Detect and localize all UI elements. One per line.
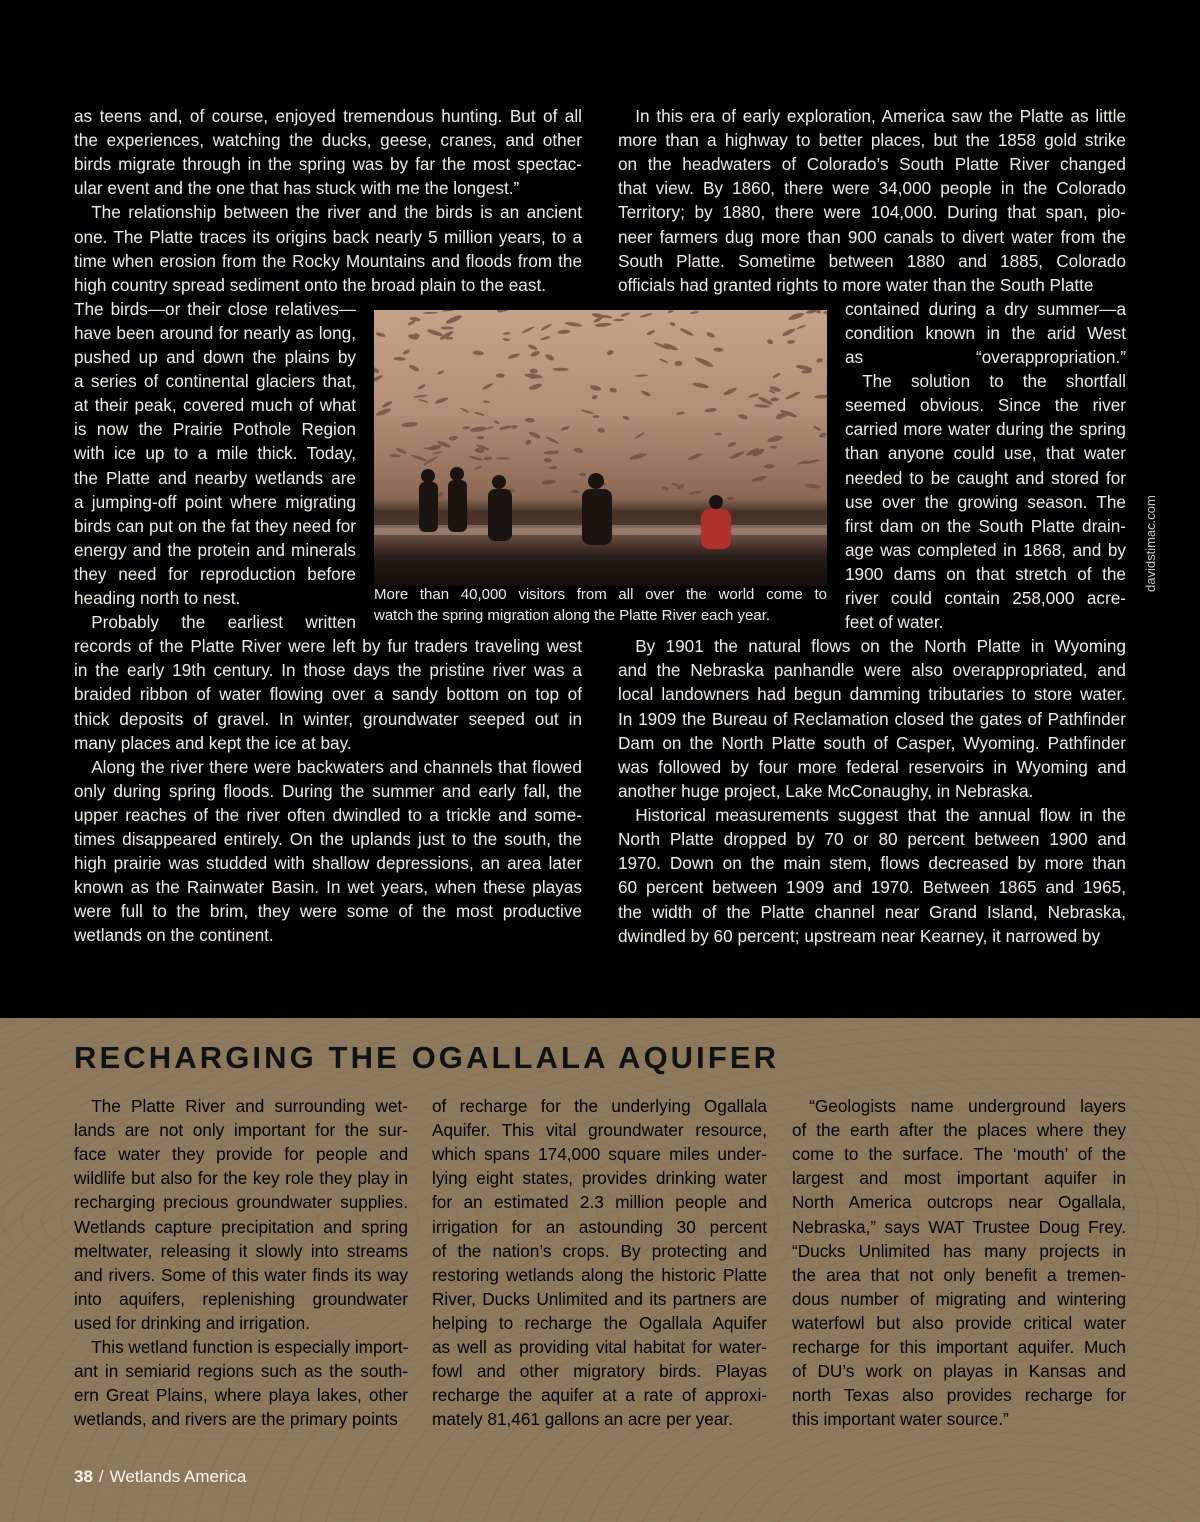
- paragraph-line: The relationship between the river and the birds is an ancient: [74, 202, 582, 223]
- bird-silhouette: [499, 425, 512, 431]
- bird-silhouette: [530, 350, 541, 358]
- bird-silhouette: [448, 435, 458, 441]
- bird-silhouette: [426, 328, 443, 337]
- bird-silhouette: [401, 421, 417, 427]
- bird-silhouette: [525, 418, 535, 423]
- paragraph-line: In this era of early exploration, America saw the Platte as little: [618, 106, 1126, 126]
- paragraph-line: helping to recharge the Ogallala Aquifer: [432, 1312, 767, 1333]
- paragraph-line: north Texas also provides recharge for: [792, 1385, 1126, 1406]
- bird-silhouette: [497, 310, 509, 313]
- paragraph-line: waterfowl but also provide critical water: [792, 1312, 1126, 1333]
- paragraph-line: river could contain 258,000 acre-: [845, 588, 1126, 608]
- bird-silhouette: [553, 368, 569, 372]
- paragraph-line: known as the Rainwater Basin. In wet years, when these playas: [74, 877, 582, 898]
- paragraph-line: heading north to nest.: [74, 588, 241, 608]
- bird-silhouette: [460, 407, 470, 413]
- bird-silhouette: [496, 374, 505, 378]
- bird-silhouette: [785, 390, 801, 400]
- bird-silhouette: [781, 327, 796, 337]
- bird-silhouette: [374, 366, 380, 375]
- bird-silhouette: [557, 329, 570, 334]
- bird-silhouette: [727, 496, 735, 500]
- bird-silhouette: [483, 400, 490, 403]
- paragraph-line: lands are not only important for the sur-: [74, 1120, 408, 1141]
- paragraph-line: ant in semiarid regions such as the south-: [74, 1361, 408, 1382]
- paragraph-line: Aquifer. This vital groundwater resource,: [432, 1120, 767, 1141]
- paragraph-line: seemed obvious. Since the river: [845, 395, 1126, 416]
- paragraph-line: This wetland function is especially import-: [74, 1337, 408, 1357]
- paragraph-line: face water they provide for people and: [74, 1144, 408, 1165]
- bird-silhouette: [544, 353, 555, 362]
- paragraph-line: ular event and the one that has stuck with me the longest.”: [74, 178, 520, 199]
- bird-silhouette: [597, 428, 605, 433]
- paragraph-line: as teens and, of course, enjoyed tremendous hunting. But of all: [74, 106, 582, 126]
- paragraph-line: officials had granted rights to more water than the South Platte: [618, 274, 1094, 295]
- bird-silhouette: [540, 336, 551, 341]
- bird-silhouette: [493, 420, 500, 425]
- paragraph-line: was followed by four more federal reservoirs in Wyoming and: [618, 756, 1126, 777]
- paragraph-line: The Platte River and surrounding wet-: [74, 1096, 408, 1116]
- paragraph-line: restoring wetlands along the historic Platte: [432, 1264, 767, 1285]
- bird-silhouette: [528, 382, 543, 390]
- bird-silhouette: [738, 413, 748, 420]
- caption-line: More than 40,000 visitors from all over the world come to: [374, 586, 827, 603]
- paragraph-line: which spans 174,000 square miles under-: [432, 1144, 767, 1165]
- page-number: 38: [74, 1467, 93, 1486]
- bird-silhouette: [395, 447, 407, 455]
- bird-silhouette: [408, 364, 420, 373]
- bird-silhouette: [635, 374, 649, 377]
- page-footer: [74, 1467, 246, 1487]
- bird-silhouette: [748, 393, 760, 399]
- footer-separator: /: [98, 1467, 104, 1486]
- paragraph-line: 60 percent between 1909 and 1970. Between 1865 and 1965,: [618, 877, 1126, 898]
- paragraph-line: energy and the protein and minerals: [74, 539, 356, 560]
- bird-silhouette: [530, 368, 539, 374]
- paragraph-line: of the earth after the places where they: [792, 1120, 1126, 1141]
- paragraph-line: recharge the aquifer at a rate of approxi-: [432, 1385, 767, 1406]
- bird-silhouette: [580, 409, 594, 415]
- paragraph-line: lying eight states, provides drinking water: [432, 1168, 767, 1189]
- bird-silhouette: [496, 457, 510, 459]
- bird-silhouette: [787, 340, 795, 344]
- paragraph-line: time when erosion from the Rocky Mountains and floods from the: [74, 250, 582, 271]
- bird-silhouette: [639, 312, 653, 318]
- bird-silhouette: [754, 404, 770, 408]
- paragraph-line: River, Ducks Unlimited and its partners are: [432, 1288, 767, 1309]
- paragraph-line: have been around for nearly as long,: [74, 322, 356, 343]
- paragraph-line: for an estimated 2.3 million people and: [432, 1192, 767, 1213]
- bird-silhouette: [472, 350, 484, 356]
- paragraph-line: use over the growing season. The: [845, 491, 1126, 512]
- bird-silhouette: [634, 432, 645, 440]
- paragraph-line: Nebraska,” says WAT Trustee Doug Frey.: [792, 1216, 1126, 1237]
- bird-silhouette: [481, 382, 493, 390]
- paragraph-line: needed to be caught and stored for: [845, 467, 1126, 488]
- bird-silhouette: [503, 332, 511, 335]
- bird-silhouette: [410, 454, 427, 463]
- paragraph-line: were full to the brim, they were some of the most productive: [74, 901, 582, 922]
- bird-silhouette: [524, 439, 532, 446]
- bird-silhouette: [418, 398, 429, 403]
- paragraph-line: North America outcrops near Ogallala,: [792, 1192, 1126, 1213]
- bird-migration-photo: [374, 310, 827, 586]
- bird-silhouette: [609, 387, 617, 393]
- bird-silhouette: [687, 452, 702, 461]
- bird-silhouette: [502, 338, 510, 342]
- bird-silhouette: [646, 329, 656, 336]
- paragraph-line: at their peak, covered much of what: [74, 395, 356, 416]
- bird-silhouette: [571, 490, 579, 494]
- paragraph-line: recharge for this important aquifer. Much: [792, 1337, 1126, 1357]
- paragraph-line: Probably the earliest written: [74, 612, 356, 633]
- paragraph-line: is now the Prairie Pothole Region: [74, 419, 356, 440]
- bird-silhouette: [591, 394, 598, 400]
- bird-silhouette: [795, 364, 812, 371]
- bird-silhouette: [545, 436, 559, 445]
- paragraph-line: meltwater, releasing it slowly into streams: [74, 1240, 408, 1261]
- bird-silhouette: [469, 455, 484, 461]
- paragraph-line: wetlands, and rivers are the primary points: [74, 1409, 398, 1430]
- bird-silhouette: [374, 374, 384, 383]
- paragraph-line: a series of continental glaciers that,: [74, 371, 356, 392]
- bird-silhouette: [674, 361, 682, 366]
- paragraph-line: fowl and other migratory birds. Playas: [432, 1361, 767, 1382]
- paragraph-line: the Platte and nearby wetlands are: [74, 467, 356, 488]
- bird-silhouette: [816, 357, 823, 363]
- paragraph-line: with ice up to a mile thick. Today,: [74, 443, 356, 464]
- paragraph-line: and the Nebraska panhandle were also overappropriated, and: [618, 660, 1126, 681]
- paragraph-line: Dam on the North Platte south of Casper, Wyoming. Pathfinder: [618, 732, 1126, 753]
- paragraph-line: irrigation for an astounding 30 percent: [432, 1216, 767, 1237]
- paragraph-line: they need for reproduction before: [74, 563, 356, 584]
- paragraph-line: wetlands on the continent.: [74, 925, 274, 946]
- paragraph-line: more than a highway to better places, but the 1858 gold strike: [618, 130, 1126, 151]
- bird-silhouette: [560, 425, 570, 431]
- paragraph-line: records of the Platte River were left by fur traders traveling west: [74, 636, 582, 657]
- paragraph-line: dwindled by 60 percent; upstream near Kearney, it narrowed by: [618, 925, 1101, 946]
- paragraph-line: feet of water.: [845, 612, 944, 633]
- bird-silhouette: [527, 344, 538, 351]
- bird-silhouette: [764, 464, 775, 469]
- bird-silhouette: [692, 382, 709, 390]
- paragraph-line: By 1901 the natural flows on the North Platte in Wyoming: [618, 636, 1126, 657]
- bird-silhouette: [629, 452, 647, 461]
- paragraph-line: thick deposits of gravel. In winter, groundwater seeped out in: [74, 708, 582, 729]
- bird-silhouette: [679, 327, 694, 337]
- bird-silhouette: [564, 321, 582, 327]
- bird-silhouette: [474, 465, 482, 470]
- paragraph-line: Along the river there were backwaters and channels that flowed: [74, 756, 582, 777]
- bird-silhouette: [796, 324, 806, 330]
- bird-silhouette: [770, 445, 777, 448]
- paragraph-line: birds can put on the fat they need for: [74, 515, 356, 536]
- bird-silhouette: [423, 312, 438, 315]
- paragraph-line: as well as providing vital habitat for water-: [432, 1337, 767, 1357]
- paragraph-line: Wetlands capture precipitation and spring: [74, 1216, 408, 1237]
- paragraph-line: come to the surface. The ‘mouth’ of the: [792, 1144, 1126, 1165]
- bird-silhouette: [477, 436, 485, 440]
- bird-silhouette: [723, 387, 738, 397]
- bird-silhouette: [381, 400, 393, 409]
- bird-silhouette: [690, 311, 699, 315]
- bird-silhouette: [508, 352, 521, 359]
- paragraph-line: used for drinking and irrigation.: [74, 1312, 310, 1333]
- bird-silhouette: [528, 430, 542, 439]
- bird-silhouette: [474, 411, 484, 416]
- paragraph-line: dous number of migrating and wintering: [792, 1288, 1126, 1309]
- bird-silhouette: [579, 472, 586, 476]
- bird-silhouette: [413, 394, 428, 398]
- paragraph-line: local landowners had begun damming tributaries to store water.: [618, 684, 1126, 705]
- bird-silhouette: [688, 490, 702, 495]
- bird-silhouette: [589, 384, 601, 391]
- paragraph-line: wildlife but also for the key role they play in: [74, 1168, 408, 1189]
- bird-silhouette: [437, 370, 445, 376]
- paragraph-line: In 1909 the Bureau of Reclamation closed the gates of Pathfinder: [618, 708, 1126, 729]
- red-jacket-figure: [701, 509, 731, 549]
- bird-silhouette: [713, 347, 723, 352]
- paragraph-line: first dam on the South Platte drain-: [845, 515, 1126, 536]
- paragraph-line: into aquifers, replenishing groundwater: [74, 1288, 408, 1309]
- publication-name: Wetlands America: [109, 1467, 247, 1486]
- bird-silhouette: [540, 323, 552, 332]
- bird-silhouette: [595, 322, 612, 327]
- paragraph-line: on the headwaters of Colorado’s South Platte River changed: [618, 154, 1126, 175]
- paragraph-line: recharging precious groundwater supplies.: [74, 1192, 408, 1213]
- bird-silhouette: [428, 444, 442, 452]
- bird-silhouette: [394, 357, 406, 361]
- paragraph-line: than anyone could use, that water: [845, 443, 1126, 464]
- paragraph-line: upper reaches of the river often dwindled to a trickle and some-: [74, 804, 582, 825]
- paragraph-line: condition known in the arid West: [845, 322, 1126, 343]
- paragraph-line: contained during a dry summer—a: [845, 298, 1126, 319]
- paragraph-line: age was completed in 1868, and by: [845, 539, 1126, 560]
- bird-silhouette: [772, 372, 781, 379]
- paragraph-line: of the nation’s crops. By protecting and: [432, 1240, 767, 1261]
- paragraph-line: braided ribbon of water flowing over a sandy bottom on top of: [74, 684, 582, 705]
- photo-credit: davidstimac.com: [1143, 495, 1158, 592]
- paragraph-line: that view. By 1860, there were 34,000 people in the Colorado: [618, 178, 1126, 199]
- bird-silhouette: [434, 397, 448, 405]
- paragraph-line: 1970. Down on the main stem, flows decreased by more than: [618, 853, 1126, 874]
- bird-silhouette: [729, 450, 745, 460]
- paragraph-line: many places and kept the ice at bay.: [74, 732, 352, 753]
- bird-silhouette: [486, 426, 494, 430]
- bird-silhouette: [511, 425, 518, 430]
- bird-silhouette: [727, 441, 737, 448]
- paragraph-line: one. The Platte traces its origins back nearly 5 million years, to a: [74, 226, 582, 247]
- paragraph-line: high country spread sediment onto the broad plain to the east.: [74, 274, 547, 295]
- bird-silhouette: [544, 450, 560, 454]
- paragraph-line: The solution to the shortfall: [845, 371, 1126, 392]
- paragraph-line: mately 81,461 gallons an acre per year.: [432, 1409, 733, 1430]
- bird-silhouette: [389, 454, 401, 457]
- bird-silhouette: [669, 321, 676, 326]
- bird-silhouette: [622, 415, 630, 421]
- bird-silhouette: [620, 312, 630, 318]
- bird-silhouette: [375, 332, 386, 338]
- bird-silhouette: [676, 411, 685, 415]
- bird-silhouette: [804, 483, 821, 489]
- paragraph-line: Historical measurements suggest that the annual flow in the: [618, 805, 1126, 826]
- paragraph-line: “Geologists name underground layers: [792, 1096, 1126, 1116]
- bird-silhouette: [592, 415, 600, 418]
- bird-silhouette: [676, 483, 685, 491]
- bird-silhouette: [671, 482, 679, 487]
- paragraph-line: ern Great Plains, where playa lakes, other: [74, 1385, 408, 1406]
- paragraph-line: high prairie was studded with shallow depressions, an area later: [74, 853, 582, 874]
- bird-silhouette: [788, 311, 805, 321]
- bird-silhouette: [521, 326, 535, 335]
- paragraph-line: The birds—or their close relatives—: [74, 298, 356, 319]
- bird-silhouette: [813, 425, 822, 432]
- paragraph-line: North Platte dropped by 70 or 80 percent between 1900 and: [618, 829, 1126, 850]
- bird-silhouette: [806, 310, 818, 315]
- bird-silhouette: [640, 390, 651, 398]
- bird-silhouette: [658, 358, 668, 364]
- bird-silhouette: [801, 370, 812, 374]
- bird-silhouette: [766, 338, 773, 345]
- sidebar-title: RECHARGING THE OGALLALA AQUIFER: [74, 1040, 780, 1075]
- bird-silhouette: [818, 432, 827, 438]
- paragraph-line: neer farmers dug more than 900 canals to divert water from the: [618, 226, 1126, 247]
- paragraph-line: South Platte. Sometime between 1880 and 1885, Colorado: [618, 250, 1126, 271]
- bird-silhouette: [442, 310, 456, 312]
- bird-silhouette: [613, 319, 625, 322]
- paragraph-line: of recharge for the underlying Ogallala: [432, 1096, 767, 1116]
- bird-silhouette: [463, 426, 471, 430]
- bird-silhouette: [667, 310, 674, 313]
- bird-silhouette: [445, 314, 463, 325]
- bird-silhouette: [470, 426, 487, 433]
- paragraph-line: largest and most important aquifer in: [792, 1168, 1126, 1189]
- bird-silhouette: [573, 447, 584, 454]
- bird-silhouette: [823, 311, 827, 314]
- bird-silhouette: [375, 407, 392, 417]
- bird-silhouette: [814, 395, 827, 399]
- bird-silhouette: [432, 451, 442, 455]
- paragraph-line: pushed up and down the plains by: [74, 347, 356, 367]
- paragraph-line: carried more water during the spring: [845, 419, 1126, 440]
- bird-silhouette: [770, 397, 779, 402]
- bird-silhouette: [441, 326, 454, 329]
- bird-silhouette: [402, 349, 411, 356]
- paragraph-line: as “overappropriation.”: [845, 347, 1126, 367]
- bird-silhouette: [714, 433, 722, 436]
- bird-silhouette: [483, 456, 492, 460]
- bird-silhouette: [549, 466, 557, 470]
- bird-silhouette: [704, 408, 717, 413]
- paragraph-line: “Ducks Unlimited has many projects in: [792, 1240, 1126, 1261]
- bird-silhouette: [606, 349, 614, 356]
- caption-line: watch the spring migration along the Platte River each year.: [374, 607, 771, 624]
- paragraph-line: of DU’s work on playas in Kansas and: [792, 1361, 1126, 1382]
- paragraph-line: in the early 19th century. In those days the pristine river was a: [74, 660, 582, 681]
- paragraph-line: this important water source.”: [792, 1409, 1009, 1430]
- paragraph-line: birds migrate through in the spring was by far the most spectac-: [74, 154, 582, 175]
- paragraph-line: the experiences, watching the ducks, geese, cranes, and other: [74, 130, 582, 151]
- bird-silhouette: [662, 485, 670, 491]
- bird-silhouette: [706, 331, 716, 338]
- paragraph-line: and rivers. Some of this water finds its way: [74, 1264, 408, 1285]
- paragraph-line: Territory; by 1880, there were 104,000. During that span, pio-: [618, 202, 1126, 223]
- bird-silhouette: [751, 475, 767, 484]
- paragraph-line: only during spring floods. During the summer and early fall, the: [74, 780, 582, 801]
- bird-silhouette: [542, 479, 557, 485]
- paragraph-line: times disappeared entirely. On the uplands just to the south, the: [74, 829, 582, 849]
- paragraph-line: the area that not only benefit a tremen-: [792, 1264, 1126, 1285]
- bird-silhouette: [417, 383, 426, 390]
- crane-flock-illustration: [374, 310, 827, 586]
- paragraph-line: the width of the Platte channel near Grand Island, Nebraska,: [618, 901, 1126, 922]
- bird-silhouette: [407, 320, 416, 326]
- paragraph-line: another huge project, Lake McConaughy, in Nebraska.: [618, 780, 1034, 801]
- paragraph-line: a jumping-off point where migrating: [74, 491, 356, 512]
- paragraph-line: 1900 dams on that stretch of the: [845, 563, 1126, 584]
- bird-silhouette: [544, 458, 552, 463]
